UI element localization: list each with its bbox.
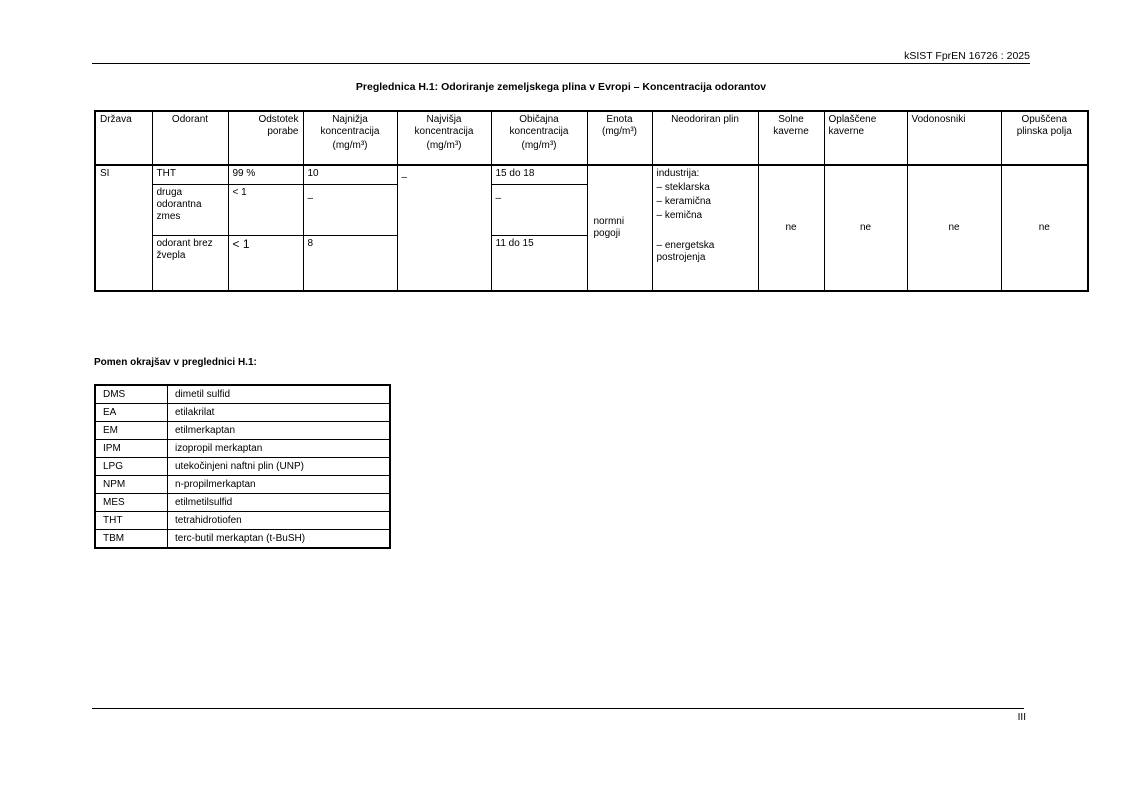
abbr-key: IPM <box>95 440 168 458</box>
cell-usual: 15 do 18 <box>491 165 587 184</box>
table-row <box>95 512 390 530</box>
cell-country: SI <box>95 165 152 291</box>
abbr-key: DMS <box>95 385 168 404</box>
abbr-key: NPM <box>95 476 168 494</box>
cell-min: 8 <box>303 235 397 291</box>
page-number: III <box>1017 712 1026 723</box>
list-item: – energetska postrojenja <box>656 240 715 263</box>
cell-usual: – <box>491 184 587 235</box>
odorant-table <box>94 110 1089 292</box>
cell-usage: < 1 <box>228 235 303 291</box>
table-row <box>95 458 390 476</box>
abbr-key: MES <box>95 494 168 512</box>
cell-min: – <box>303 184 397 235</box>
table-row <box>95 165 1088 184</box>
col-header-min-unit: (mg/m³) <box>332 140 368 151</box>
abbreviations-title: Pomen okrajšav v preglednici H.1: <box>94 357 257 368</box>
cell-lined-caverns: ne <box>824 165 907 291</box>
abbr-value: etilakrilat <box>168 404 391 422</box>
cell-max: – <box>397 165 491 291</box>
table-row <box>95 404 390 422</box>
abbr-key: TBM <box>95 530 168 549</box>
col-header-usual <box>491 111 587 165</box>
col-header-max-unit: (mg/m³) <box>426 140 462 151</box>
col-header-min <box>303 111 397 165</box>
table-row <box>95 440 390 458</box>
col-header-max-label: Najvišja koncentracija <box>414 114 474 137</box>
abbr-value: etilmetilsulfid <box>168 494 391 512</box>
table-title: Preglednica H.1: Odoriranje zemeljskega plina v Evropi – Koncentracija odorantov <box>355 81 767 93</box>
abbr-key: LPG <box>95 458 168 476</box>
cell-aquifers: ne <box>907 165 1001 291</box>
cell-odorant: THT <box>152 165 228 184</box>
col-header-odorant: Odorant <box>152 111 228 165</box>
col-header-salt-caverns: Solne kaverne <box>758 111 824 165</box>
col-header-abandoned-fields: Opuščena plinska polja <box>1001 111 1088 165</box>
abbr-value: etilmerkaptan <box>168 422 391 440</box>
abbr-value: utekočinjeni naftni plin (UNP) <box>168 458 391 476</box>
col-header-unit: Enota (mg/m³) <box>587 111 652 165</box>
cell-unit: normni pogoji <box>587 165 652 291</box>
table-row <box>95 385 390 404</box>
col-header-aquifers: Vodonosniki <box>907 111 1001 165</box>
industry-label: industrija: <box>656 168 700 179</box>
footer-rule <box>92 708 1024 709</box>
col-header-lined-caverns: Oplaščene kaverne <box>824 111 907 165</box>
col-header-max <box>397 111 491 165</box>
cell-usage: 99 % <box>228 165 303 184</box>
cell-usual: 11 do 15 <box>491 235 587 291</box>
table-row <box>95 422 390 440</box>
document-id: kSIST FprEN 16726 : 2025 <box>904 50 1030 62</box>
list-item: – kemična <box>656 210 703 221</box>
cell-odorant: druga odorantna zmes <box>152 184 228 235</box>
table-header-row <box>95 111 1088 165</box>
abbr-value: terc-butil merkaptan (t-BuSH) <box>168 530 391 549</box>
abbr-value: dimetil sulfid <box>168 385 391 404</box>
cell-abandoned-fields: ne <box>1001 165 1088 291</box>
col-header-min-label: Najnižja koncentracija <box>320 114 380 137</box>
col-header-usual-unit: (mg/m³) <box>521 140 557 151</box>
industry-list <box>657 182 754 264</box>
col-header-usage: Odstotek porabe <box>228 111 303 165</box>
abbr-key: EA <box>95 404 168 422</box>
table-row <box>95 494 390 512</box>
list-item: – steklarska <box>656 182 710 193</box>
abbr-key: THT <box>95 512 168 530</box>
abbr-value: n-propilmerkaptan <box>168 476 391 494</box>
cell-non-odorized <box>652 165 758 291</box>
cell-usage: < 1 <box>228 184 303 235</box>
table-row <box>95 476 390 494</box>
header-rule <box>92 63 1030 64</box>
col-header-country: Država <box>95 111 152 165</box>
col-header-non-odorized: Neodoriran plin <box>652 111 758 165</box>
list-item: – keramična <box>656 196 711 207</box>
abbr-key: EM <box>95 422 168 440</box>
table-row <box>95 530 390 549</box>
col-header-usual-label: Običajna koncentracija <box>509 114 569 137</box>
cell-odorant: odorant brez žvepla <box>152 235 228 291</box>
abbr-value: izopropil merkaptan <box>168 440 391 458</box>
abbreviations-table <box>94 384 391 549</box>
cell-min: 10 <box>303 165 397 184</box>
abbr-value: tetrahidrotiofen <box>168 512 391 530</box>
cell-salt-caverns: ne <box>758 165 824 291</box>
